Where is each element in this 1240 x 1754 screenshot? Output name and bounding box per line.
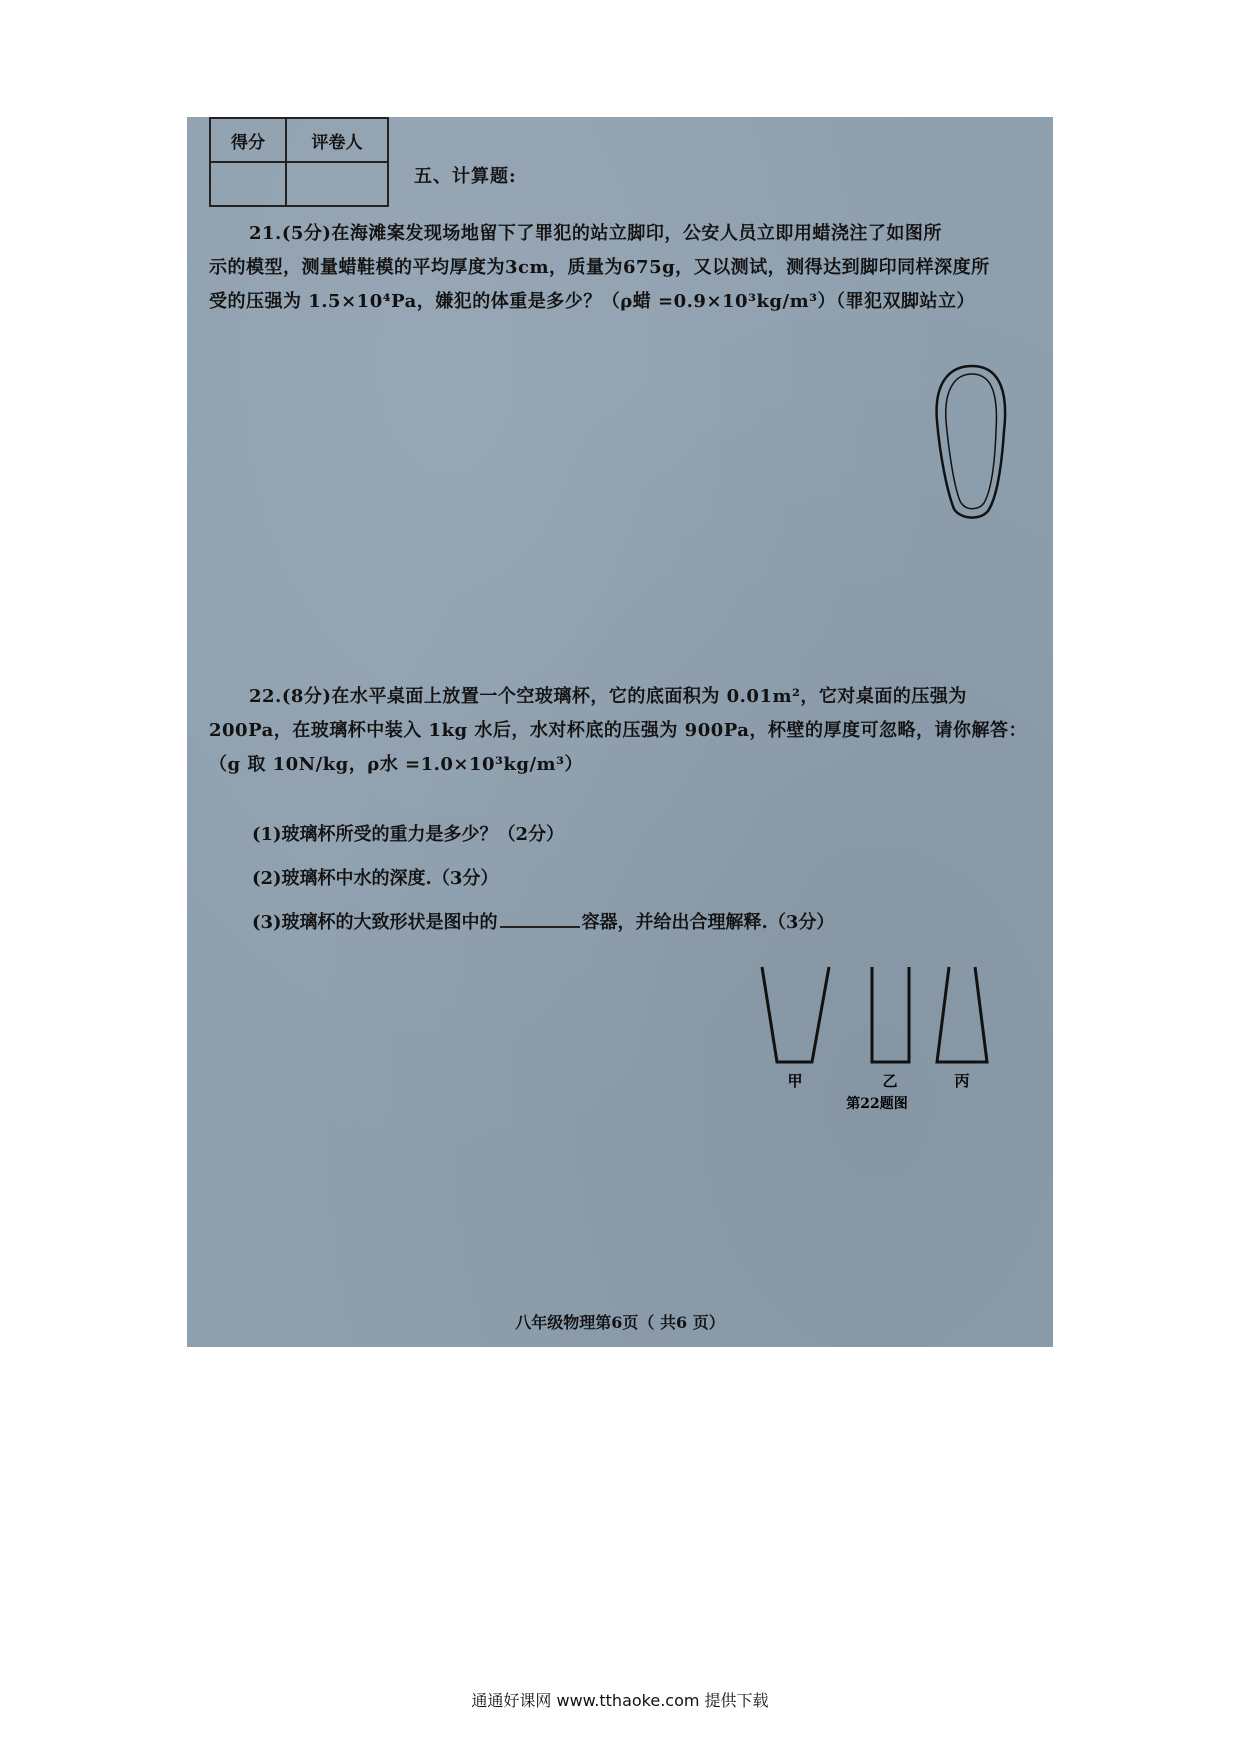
label-yi: 乙 xyxy=(882,1072,898,1090)
q22-sub3-after: 容器，并给出合理解释.（3分） xyxy=(581,912,835,933)
q22-sub1: (1)玻璃杯所受的重力是多少？（2分） xyxy=(252,824,565,845)
label-jia: 甲 xyxy=(787,1072,803,1090)
container-bing xyxy=(937,967,987,1062)
grader-cell xyxy=(286,162,388,206)
container-jia xyxy=(762,967,829,1062)
score-table xyxy=(209,117,389,207)
q22-sub2: (2)玻璃杯中水的深度.（3分） xyxy=(252,868,499,889)
q21-line3: 受的压强为 1.5×10⁴Pa，嫌犯的体重是多少？（ρ蜡 =0.9×10³kg/m³）（罪犯双脚站立） xyxy=(209,291,976,312)
container-figure xyxy=(757,962,1017,1112)
q22-line1: 22.(8分)在水平桌面上放置一个空玻璃杯，它的底面积为 0.01m²，它对桌面的压强为 xyxy=(249,686,967,707)
scanned-exam-page xyxy=(187,117,1053,1347)
label-bing: 丙 xyxy=(954,1072,970,1090)
grader-header: 评卷人 xyxy=(286,118,388,162)
download-credit: 通通好课网 www.tthaoke.com 提供下载 xyxy=(471,1691,769,1710)
score-header: 得分 xyxy=(210,118,286,162)
figure-caption: 第22题图 xyxy=(846,1096,908,1112)
question-22 xyxy=(209,680,1029,782)
section-title: 五、计算题: xyxy=(414,166,517,187)
q22-line3: （g 取 10N/kg，ρ水 =1.0×10³kg/m³） xyxy=(209,754,583,775)
shoe-print-figure xyxy=(932,361,1012,521)
q22-sub3 xyxy=(252,908,834,934)
question-21 xyxy=(209,217,1029,319)
q21-line2: 示的模型，测量蜡鞋模的平均厚度为3cm，质量为675g，又以测试，测得达到脚印同样深度所 xyxy=(209,257,990,278)
page-footer: 八年级物理第6页（ 共6 页） xyxy=(515,1313,725,1332)
q21-line1: 21.(5分)在海滩案发现场地留下了罪犯的站立脚印，公安人员立即用蜡浇注了如图所 xyxy=(249,223,942,244)
container-yi xyxy=(872,967,909,1062)
answer-blank[interactable] xyxy=(500,910,580,928)
q22-line2: 200Pa，在玻璃杯中装入 1kg 水后，水对杯底的压强为 900Pa，杯壁的厚度可忽略，请你解答： xyxy=(209,720,1027,741)
q22-sub3-before: (3)玻璃杯的大致形状是图中的 xyxy=(252,912,498,933)
score-cell xyxy=(210,162,286,206)
